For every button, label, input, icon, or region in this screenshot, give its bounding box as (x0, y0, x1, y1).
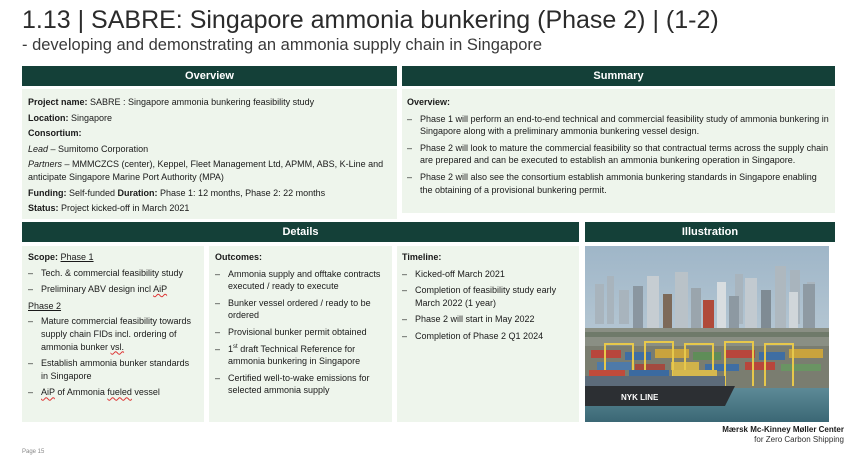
outcome-item: – Provisional bunker permit obtained (215, 326, 386, 339)
scope-item: – Establish ammonia bunker standards in Singapore (28, 357, 198, 382)
timeline-item: – Completion of Phase 2 Q1 2024 (402, 330, 574, 343)
details-header: Details (22, 222, 579, 242)
partners-row: Partners – MMMCZCS (center), Keppel, Fleet Management Ltd, APMM, ABS, K-Line and anticipate Singapore Marine Port Authority (MPA) (28, 159, 384, 182)
timeline-list (402, 268, 574, 343)
scope-phase2-list (28, 315, 198, 399)
summary-item: – Phase 2 will look to mature the commercial feasibility so that contractual terms across the supply chain are prepared and can be executed to establish an ammonia bunkering operation in Singapore. (407, 142, 830, 167)
scope-heading: Scope: Phase 1 (28, 252, 94, 262)
outcome-item: – Ammonia supply and offtake contracts executed / ready to execute (215, 268, 386, 293)
project-name-row: Project name: SABRE : Singapore ammonia bunkering feasibility study (28, 97, 315, 107)
illustration-header: Illustration (585, 222, 835, 242)
timeline-panel (397, 246, 579, 422)
singapore-port-image (585, 246, 829, 422)
caption-line-1: Mærsk Mc-Kinney Møller Center (722, 425, 844, 434)
outcome-item: – Certified well-to-wake emissions for selected ammonia supply (215, 372, 386, 397)
scope-item: – AiP of Ammonia fueled vessel (28, 386, 198, 399)
page-subtitle: - developing and demonstrating an ammonia supply chain in Singapore (22, 36, 543, 54)
outcome-item: – 1st draft Technical Reference for ammonia bunkering in Singapore (215, 343, 386, 368)
timeline-item: – Completion of feasibility study early March 2022 (1 year) (402, 284, 574, 309)
outcome-item: – Bunker vessel ordered / ready to be ordered (215, 297, 386, 322)
overview-panel (22, 89, 397, 219)
timeline-item: – Phase 2 will start in May 2022 (402, 313, 574, 326)
status-row: Status: Project kicked-off in March 2021 (28, 203, 190, 214)
page-title: 1.13 | SABRE: Singapore ammonia bunkering (Phase 2) | (1-2) (22, 6, 719, 34)
outcomes-list (215, 268, 386, 397)
port-illustration (585, 246, 829, 422)
timeline-label: Timeline: (402, 252, 442, 262)
summary-header: Summary (402, 66, 835, 86)
location-row: Location: Singapore (28, 112, 113, 123)
ship-name-text: NYK LINE (621, 393, 659, 402)
timeline-item: – Kicked-off March 2021 (402, 268, 574, 281)
funding-row: Funding: Self-funded Duration: Phase 1: 12 months, Phase 2: 22 months (28, 187, 326, 198)
illustration-caption (722, 425, 844, 445)
scope-item: – Tech. & commercial feasibility study (28, 267, 198, 280)
scope-phase2-label: Phase 2 (28, 300, 62, 311)
scope-phase1-list (28, 267, 198, 296)
scope-panel (22, 246, 204, 422)
outcomes-panel (209, 246, 392, 422)
scope-item: – Preliminary ABV design incl AiP (28, 283, 198, 296)
outcomes-label: Outcomes: (215, 252, 263, 262)
overview-header: Overview (22, 66, 397, 86)
summary-label: Overview: (407, 97, 451, 107)
summary-item: – Phase 2 will also see the consortium establish ammonia bunkering standards in Singapore enabling the obtaining of a provisional bunkering permit. (407, 171, 830, 196)
lead-row: Lead – Sumitomo Corporation (28, 143, 149, 154)
summary-panel (402, 89, 835, 213)
summary-list (407, 113, 830, 197)
summary-item: – Phase 1 will perform an end-to-end technical and commercial feasibility study of ammonia bunkering in Singapore along with a preliminary ammonia bunkering vessel design. (407, 113, 830, 138)
scope-item: – Mature commercial feasibility towards supply chain FIDs incl. ordering of ammonia bunker vsl. (28, 315, 198, 353)
consortium-label: Consortium: (28, 128, 82, 139)
page-number: Page 15 (22, 449, 45, 455)
caption-line-2: for Zero Carbon Shipping (754, 435, 844, 444)
